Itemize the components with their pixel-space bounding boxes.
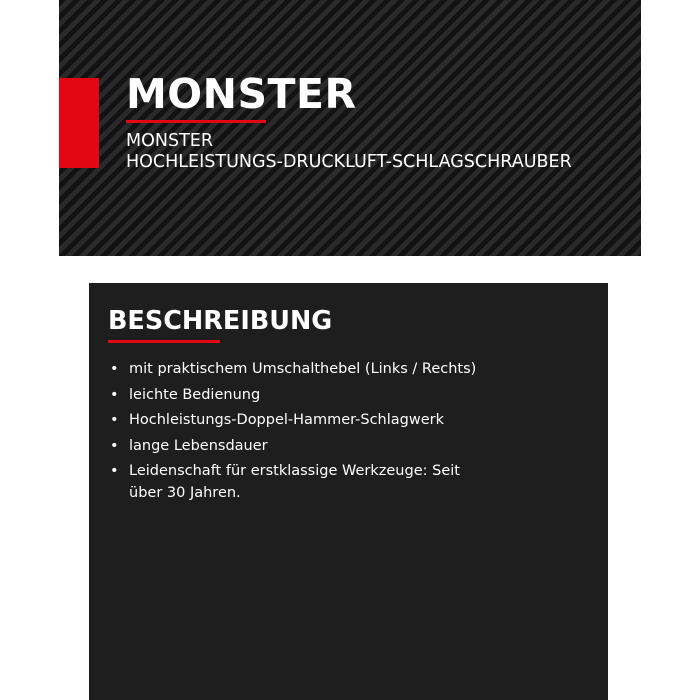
brand-banner: [59, 0, 641, 256]
list-item: [108, 409, 488, 431]
bullet-icon: •: [110, 386, 119, 403]
brand-title: MONSTER: [126, 70, 357, 118]
product-subtitle: [126, 131, 572, 173]
bullet-icon: •: [110, 412, 119, 428]
heading-underline: [108, 340, 220, 343]
list-item: [108, 460, 488, 504]
bullet-icon: •: [110, 361, 119, 377]
list-item-text: Hochleistungs-Doppel-Hammer-Schlagwerk: [129, 412, 444, 428]
title-underline: [126, 120, 266, 123]
description-panel: [89, 283, 608, 700]
feature-list: [108, 358, 488, 508]
list-item-text: leichte Bedienung: [129, 386, 261, 403]
description-heading: BESCHREIBUNG: [108, 306, 333, 336]
bullet-icon: •: [110, 463, 119, 479]
list-item-text: Leidenschaft für erstklassige Werkzeuge: Seit über 30 Jahren.: [129, 463, 460, 501]
red-accent-block: [59, 78, 99, 168]
subtitle-product-line: HOCHLEISTUNGS-DRUCKLUFT-SCHLAGSCHRAUBER: [126, 152, 572, 172]
subtitle-brand-line: MONSTER: [126, 131, 213, 151]
bullet-icon: •: [110, 437, 119, 454]
list-item-text: lange Lebensdauer: [129, 437, 268, 454]
list-item: [108, 435, 488, 457]
list-item: [108, 384, 488, 406]
list-item: [108, 358, 488, 380]
list-item-text: mit praktischem Umschalthebel (Links / Rechts): [129, 361, 477, 377]
